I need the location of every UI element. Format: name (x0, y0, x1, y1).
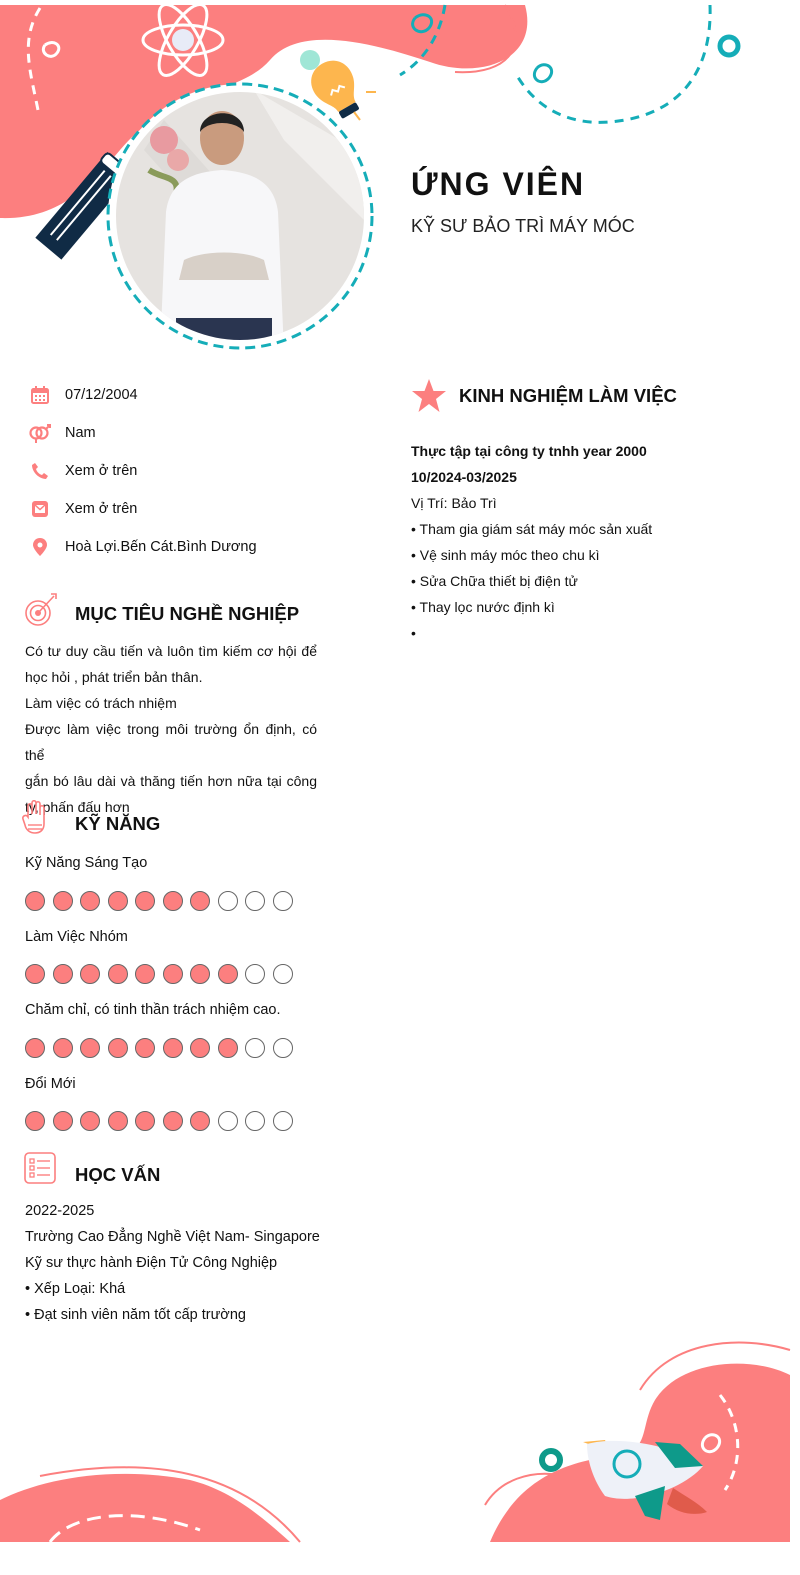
rating-dot-filled (53, 964, 73, 984)
rating-dot-empty (245, 1038, 265, 1058)
skill-name: Kỹ Năng Sáng Tạo (25, 855, 148, 871)
target-icon (23, 592, 59, 628)
rating-dot-filled (135, 1038, 155, 1058)
phone-text[interactable]: Xem ở trên (65, 463, 138, 479)
objective-text (25, 638, 317, 820)
avatar (104, 80, 376, 352)
objective-title: MỤC TIÊU NGHỀ NGHIỆP (75, 603, 300, 624)
rating-dot-empty (218, 1111, 238, 1131)
gender-text: Nam (65, 425, 96, 441)
rating-dot-filled (80, 891, 100, 911)
rating-dot-filled (53, 891, 73, 911)
rating-dot-filled (80, 1111, 100, 1131)
rating-dot-filled (53, 1038, 73, 1058)
experience-text (411, 438, 652, 646)
skill-name: Chăm chỉ, có tinh thần trách nhiệm cao. (25, 1002, 281, 1018)
rating-dot-empty (245, 891, 265, 911)
phone-icon (28, 459, 52, 483)
education-line: Trường Cao Đẳng Nghề Việt Nam- Singapore (25, 1229, 320, 1245)
experience-line: • Tham gia giám sát máy móc sản xuất (411, 521, 653, 537)
rating-dot-filled (190, 1038, 210, 1058)
hand-icon (22, 800, 50, 836)
rating-dot-filled (190, 891, 210, 911)
rating-dot-filled (25, 1038, 45, 1058)
birthday-text: 07/12/2004 (65, 387, 138, 403)
skill-name: Đổi Mới (25, 1076, 76, 1092)
rating-dot-filled (108, 1111, 128, 1131)
rating-dot-filled (190, 964, 210, 984)
experience-company: Thực tập tại công ty tnhh year 2000 (411, 443, 647, 459)
email-icon (28, 497, 52, 521)
skill-rating (25, 1038, 293, 1058)
objective-line: ty, phấn đấu hơn (25, 799, 130, 815)
education-line: Kỹ sư thực hành Điện Tử Công Nghiệp (25, 1255, 278, 1271)
experience-line: • Sửa Chữa thiết bị điện tử (411, 573, 578, 589)
rating-dot-filled (163, 1038, 183, 1058)
rating-dot-empty (273, 1038, 293, 1058)
rating-dot-filled (25, 891, 45, 911)
email-text[interactable]: Xem ở trên (65, 501, 138, 517)
education-title: HỌC VẤN (75, 1164, 161, 1185)
rating-dot-empty (218, 891, 238, 911)
experience-title: KINH NGHIỆM LÀM VIỆC (459, 385, 677, 406)
rocket-icon (535, 1430, 715, 1540)
skills-title: KỸ NĂNG (75, 813, 161, 834)
education-line: • Xếp Loại: Khá (25, 1281, 126, 1297)
calendar-icon (28, 383, 52, 407)
rating-dot-empty (245, 1111, 265, 1131)
contact-email (28, 497, 137, 521)
rating-dot-empty (245, 964, 265, 984)
rating-dot-filled (218, 964, 238, 984)
atom-icon (138, 2, 228, 84)
skill-rating (25, 964, 293, 984)
education-text (25, 1198, 320, 1328)
candidate-name: ỨNG VIÊN (411, 166, 586, 202)
rating-dot-filled (163, 964, 183, 984)
objective-line: Làm việc có trách nhiệm (25, 695, 177, 711)
skill-rating (25, 1111, 293, 1131)
experience-line: • (411, 625, 416, 641)
experience-line: Vị Trí: Bảo Trì (411, 495, 497, 511)
education-line: 2022-2025 (25, 1203, 95, 1219)
contact-phone (28, 459, 137, 483)
rating-dot-empty (273, 1111, 293, 1131)
gender-icon (28, 421, 52, 445)
rating-dot-filled (218, 1038, 238, 1058)
experience-line: • Vệ sinh máy móc theo chu kì (411, 547, 600, 563)
rating-dot-filled (25, 1111, 45, 1131)
rating-dot-filled (108, 891, 128, 911)
rating-dot-filled (163, 1111, 183, 1131)
contact-gender (28, 421, 96, 445)
rating-dot-filled (108, 964, 128, 984)
rating-dot-empty (273, 964, 293, 984)
rating-dot-filled (80, 964, 100, 984)
objective-line: Được làm việc trong môi trường ổn định, có thể (25, 721, 317, 763)
star-icon (411, 378, 447, 414)
contact-birthday (28, 383, 138, 407)
rating-dot-empty (273, 891, 293, 911)
address-text: Hoà Lợi.Bến Cát.Bình Dương (65, 539, 257, 555)
education-line: • Đạt sinh viên năm tốt cấp trường (25, 1307, 246, 1323)
experience-line: • Thay lọc nước định kì (411, 599, 555, 615)
contact-address (28, 535, 257, 559)
objective-line: Có tư duy cầu tiến và luôn tìm kiếm cơ hội để (25, 643, 317, 659)
rating-dot-filled (163, 891, 183, 911)
experience-period: 10/2024-03/2025 (411, 469, 517, 485)
rating-dot-filled (190, 1111, 210, 1131)
rating-dot-filled (108, 1038, 128, 1058)
rating-dot-filled (135, 891, 155, 911)
rating-dot-filled (135, 1111, 155, 1131)
checklist-icon (24, 1152, 56, 1184)
rating-dot-filled (135, 964, 155, 984)
objective-line: học hỏi , phát triển bản thân. (25, 669, 203, 685)
rating-dot-filled (25, 964, 45, 984)
job-title: KỸ SƯ BẢO TRÌ MÁY MÓC (411, 216, 635, 236)
rating-dot-filled (53, 1111, 73, 1131)
skill-rating (25, 891, 293, 911)
objective-line: gắn bó lâu dài và thăng tiến hơn nữa tại công (25, 773, 317, 789)
rating-dot-filled (80, 1038, 100, 1058)
location-icon (28, 535, 52, 559)
skill-name: Làm Việc Nhóm (25, 929, 128, 945)
